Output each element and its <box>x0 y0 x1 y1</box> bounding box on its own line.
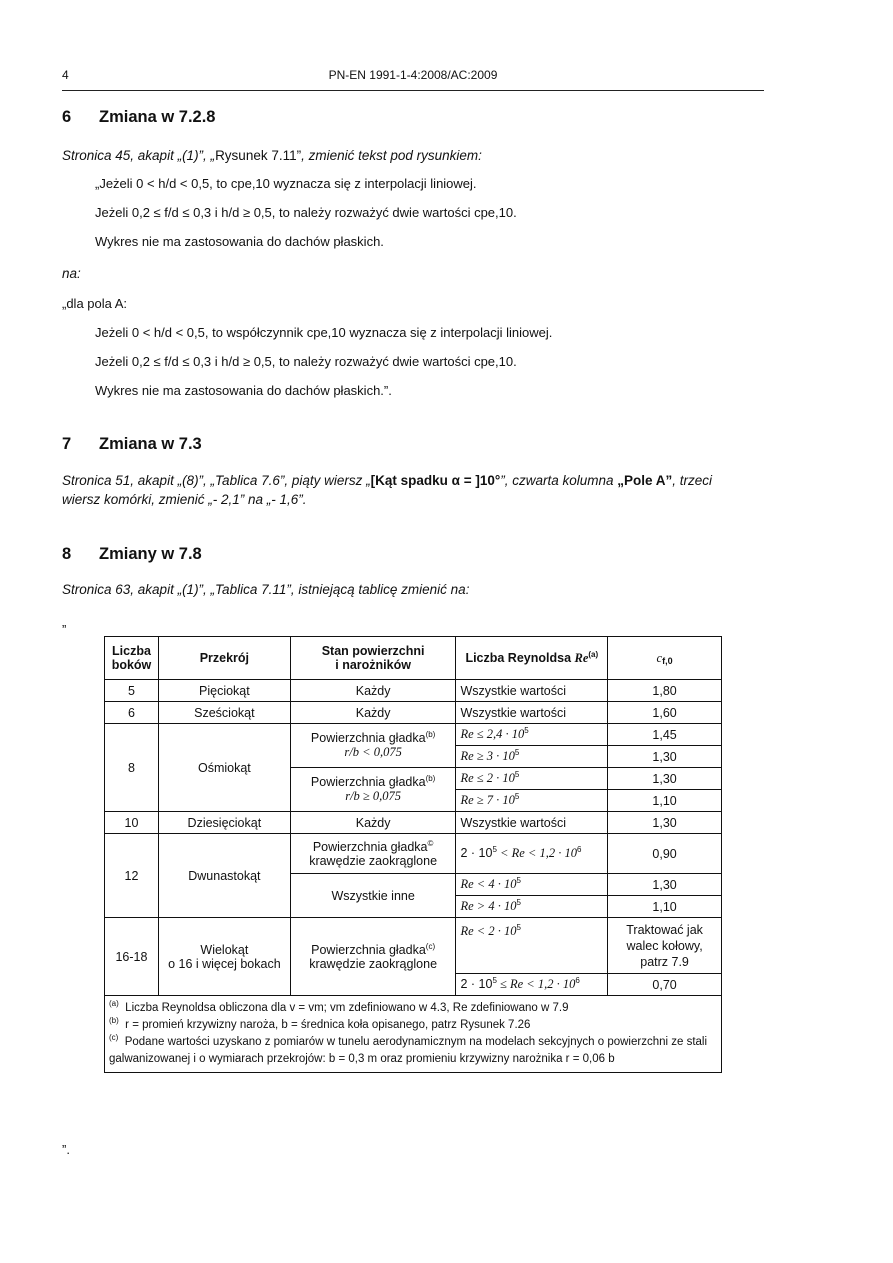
old-line-3: Wykres nie ma zastosowania do dachów płaskich. <box>95 234 384 249</box>
section-number: 6 <box>62 108 72 126</box>
section-7-heading: 7 Zmiana w 7.3 <box>62 435 202 453</box>
table-row: 5 Pięciokąt Każdy Wszystkie wartości 1,80 <box>105 680 722 702</box>
col-header-reynolds: Liczba Reynoldsa Re$^{(a)}$ <box>456 637 608 680</box>
table-row: 12 Dwunastokąt Powierzchnia gładka© krawędzie zaokrąglone $2 \cdot 10^5 < Re < 1,2 \cdot 10^6$ 0,90 <box>105 834 722 874</box>
table-header-row <box>105 637 722 680</box>
page-number: 4 <box>62 68 69 82</box>
table-row: Wszystkie inne $Re < 4 \cdot 10^5$ 1,30 <box>105 874 722 896</box>
close-quote: ”. <box>62 1142 70 1157</box>
footnote-b: $^{(b)}$ r = promień krzywizny naroża, b = średnica koła opisanego, patrz Rysunek 7.26 <box>109 1016 531 1031</box>
old-line-1: „Jeżeli 0 < h/d < 0,5, to cpe,10 wyznacza się z interpolacji liniowej. <box>95 176 477 191</box>
open-quote: ” <box>62 622 67 637</box>
table-row: 8 Ośmiokąt Powierzchnia gładka$^{(b)}$ r/b < 0,075 $Re \le 2,4 \cdot 10^5$ 1,45 <box>105 724 722 746</box>
footnote-c: $^{(c)}$ Podane wartości uzyskano z pomiarów w tunelu aerodynamicznym na modelach sekcyjnych o powierzchni ze stali galwanizowanej i o wymiarach przekrojów: b = 0,3 m oraz promieniu krzywizny narożnika r = 0,06 b <box>109 1033 708 1065</box>
table-row: Powierzchnia gładka$^{(b)}$ r/b ≥ 0,075 $Re \le 2 \cdot 10^5$ 1,30 <box>105 768 722 790</box>
new-line-3: Wykres nie ma zastosowania do dachów płaskich.”. <box>95 383 392 398</box>
col-header-surface: Stan powierzchni i narożników <box>290 637 456 680</box>
col-header-section: Przekrój <box>158 637 290 680</box>
section-title: Zmiana w 7.2.8 <box>99 108 216 126</box>
old-line-2: Jeżeli 0,2 ≤ f/d ≤ 0,3 i h/d ≥ 0,5, to należy rozważyć dwie wartości cpe,10. <box>95 205 517 220</box>
table-footnotes <box>105 996 722 1073</box>
footnote-a: $^{(a)}$ Liczba Reynoldsa obliczona dla v = vm; vm zdefiniowano w 4.3, Re zdefiniowano w 7.9 <box>109 999 569 1014</box>
section-6-heading <box>62 108 462 130</box>
section-7-text: Stronica 51, akapit „(8)”, „Tablica 7.6”, piąty wiersz „[Kąt spadku α = ]10°”, czwarta kolumna „Pole A”, trzeci wiersz komórki, zmienić „- 2,1” na „- 1,6”. <box>62 473 713 507</box>
section-8-intro: Stronica 63, akapit „(1)”, „Tablica 7.11”, istniejącą tablicę zmienić na: <box>62 582 470 597</box>
table-7-11 <box>104 636 722 1073</box>
table-row: 10 Dziesięciokąt Każdy Wszystkie wartości 1,30 <box>105 812 722 834</box>
table-row: 6 Sześciokąt Każdy Wszystkie wartości 1,60 <box>105 702 722 724</box>
section-8-heading: 8 Zmiany w 7.8 <box>62 545 202 563</box>
table-row: $Re \ge 3 \cdot 10^5$ 1,30 <box>105 746 722 768</box>
na-label: na: <box>62 266 81 281</box>
page-header <box>62 68 764 91</box>
table-row: $Re \ge 7 \cdot 10^5$ 1,10 <box>105 790 722 812</box>
document-id: PN-EN 1991-1-4:2008/AC:2009 <box>328 68 498 82</box>
field-label: „dla pola A: <box>62 296 128 311</box>
table-row: $2 \cdot 10^5 \le Re < 1,2 \cdot 10^6$ 0,70 <box>105 974 722 996</box>
section-6-intro: Stronica 45, akapit „(1)”, „Rysunek 7.11”, zmienić tekst pod rysunkiem: <box>62 148 482 163</box>
table-row: $Re > 4 \cdot 10^5$ 1,10 <box>105 896 722 918</box>
col-header-cf0: $c_{f,0}$ <box>608 637 722 680</box>
table-row: 16-18 Wielokąt o 16 i więcej bokach Powierzchnia gładka$^{(c)}$ krawędzie zaokrąglone $Re < 2 \cdot 10^5$ Traktować jak walec kołowy, patrz 7.9 <box>105 918 722 974</box>
new-line-1: Jeżeli 0 < h/d < 0,5, to współczynnik cpe,10 wyznacza się z interpolacji liniowej. <box>95 325 553 340</box>
new-line-2: Jeżeli 0,2 ≤ f/d ≤ 0,3 i h/d ≥ 0,5, to należy rozważyć dwie wartości cpe,10. <box>95 354 517 369</box>
col-header-sides: Liczba boków <box>105 637 159 680</box>
